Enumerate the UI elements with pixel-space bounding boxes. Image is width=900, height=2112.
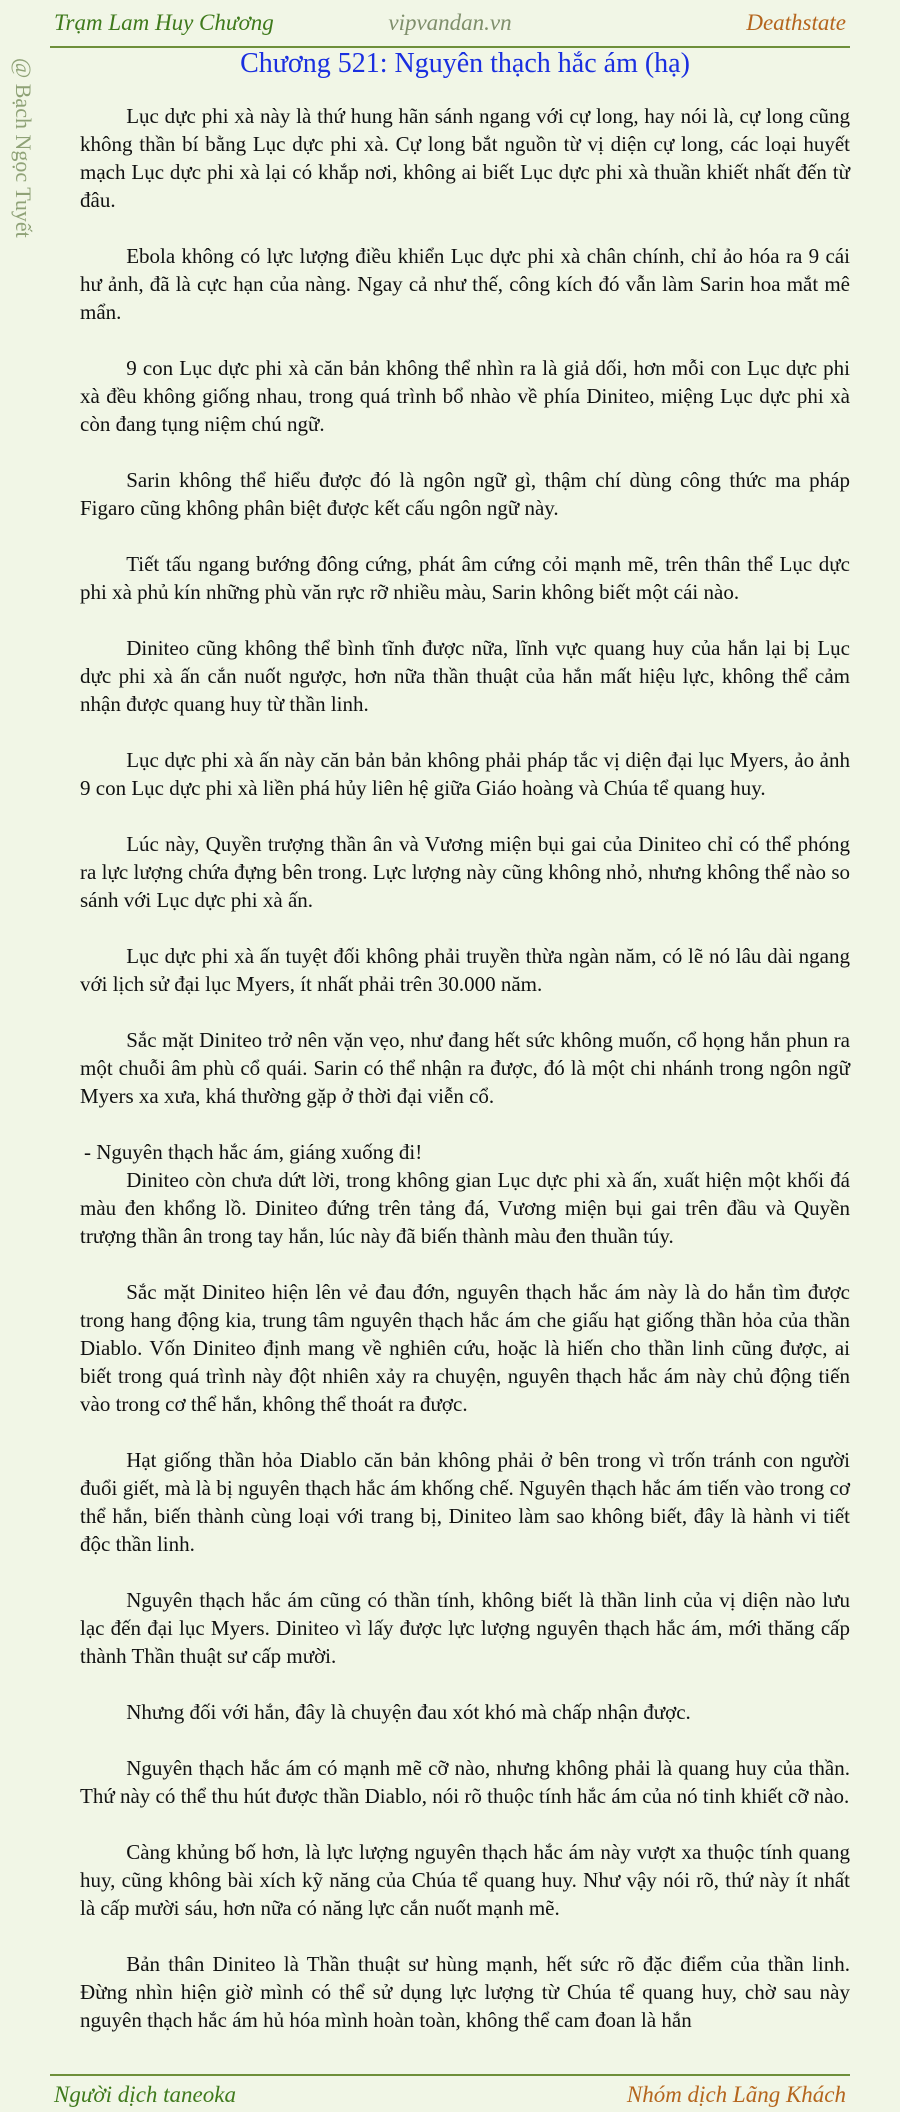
chapter-title: Chương 521: Nguyên thạch hắc ám (hạ) bbox=[240, 48, 690, 79]
page-header bbox=[50, 0, 850, 48]
footer-translator: Người dịch taneoka bbox=[54, 2082, 236, 2107]
paragraph: Nguyên thạch hắc ám cũng có thần tính, không biết là thần linh của vị diện nào lưu lạc đến đại lục Myers. Diniteo vì lấy được lực lượng nguyên thạch hắc ám, mới thăng cấp thành Thần thuật sư cấp mười. bbox=[80, 1588, 850, 1668]
paragraph: Sắc mặt Diniteo trở nên vặn vẹo, như đang hết sức không muốn, cổ họng hắn phun ra một chuỗi âm phù cổ quái. Sarin có thể nhận ra được, đó là một chi nhánh trong ngôn ngữ Myers xa xưa, khá thường gặp ở thời đại viễn cổ. bbox=[80, 1028, 850, 1108]
page-footer bbox=[50, 2074, 850, 2112]
side-watermark: @ Bạch Ngọc Tuyết bbox=[11, 58, 36, 238]
paragraph: 9 con Lục dực phi xà căn bản không thể nhìn ra là giả dối, hơn mỗi con Lục dực phi xà đều không giống nhau, trong quá trình bổ nhào về phía Diniteo, miệng Lục dực phi xà còn đang tụng niệm chú ngữ. bbox=[80, 356, 850, 436]
dialogue-line: - Nguyên thạch hắc ám, giáng xuống đi! bbox=[84, 1140, 423, 1164]
header-translator-tag: Deathstate bbox=[746, 10, 846, 35]
paragraph: Nguyên thạch hắc ám có mạnh mẽ cỡ nào, nhưng không phải là quang huy của thần. Thứ này có thể thu hút được thần Diablo, nói rõ thuộc tính hắc ám của nó tinh khiết cỡ nào. bbox=[80, 1756, 850, 1808]
paragraph: Ebola không có lực lượng điều khiển Lục dực phi xà chân chính, chỉ ảo hóa ra 9 cái hư ảnh, đã là cực hạn của nàng. Ngay cả như thế, công kích đó vẫn làm Sarin hoa mắt mê mẩn. bbox=[80, 244, 850, 324]
paragraph: Lúc này, Quyền trượng thần ân và Vương miện bụi gai của Diniteo chỉ có thể phóng ra lực lượng chứa đựng bên trong. Lực lượng này cũng không nhỏ, nhưng không thể nào so sánh với Lục dực phi xà ấn. bbox=[80, 832, 850, 912]
paragraph: Sắc mặt Diniteo hiện lên vẻ đau đớn, nguyên thạch hắc ám này là do hắn tìm được trong hang động kia, trung tâm nguyên thạch hắc ám che giấu hạt giống thần hỏa của thần Diablo. Vốn Diniteo định mang về nghiên cứu, hoặc là hiến cho thần linh cũng được, ai biết trong quá trình này đột nhiên xảy ra chuyện, nguyên thạch hắc ám này chủ động tiến vào trong cơ thể hắn, không thể thoát ra được. bbox=[80, 1280, 850, 1416]
paragraph: Lục dực phi xà này là thứ hung hãn sánh ngang với cự long, hay nói là, cự long cũng không thần bí bằng Lục dực phi xà. Cự long bắt nguồn từ vị diện cự long, các loại huyết mạch Lục dực phi xà lại có khắp nơi, không ai biết Lục dực phi xà thuần khiết nhất đến từ đâu. bbox=[80, 104, 850, 212]
header-site-name: Trạm Lam Huy Chương bbox=[54, 10, 274, 35]
footer-group: Nhóm dịch Lãng Khách bbox=[626, 2082, 846, 2107]
chapter-body bbox=[80, 102, 850, 2062]
paragraph: Bản thân Diniteo là Thần thuật sư hùng mạnh, hết sức rõ đặc điểm của thần linh. Đừng nhìn hiện giờ mình có thể sử dụng lực lượng từ Chúa tể quang huy, chờ sau này nguyên thạch hắc ám hủ hóa mình hoàn toàn, không thể cam đoan là hắn bbox=[80, 1952, 850, 2032]
paragraph: Lục dực phi xà ấn tuyệt đối không phải truyền thừa ngàn năm, có lẽ nó lâu dài ngang với lịch sử đại lục Myers, ít nhất phải trên 30.000 năm. bbox=[80, 944, 850, 996]
header-domain: vipvandan.vn bbox=[388, 10, 512, 35]
paragraph: Sarin không thể hiểu được đó là ngôn ngữ gì, thậm chí dùng công thức ma pháp Figaro cũng không phân biệt được kết cấu ngôn ngữ này. bbox=[80, 468, 850, 520]
paragraph: Tiết tấu ngang bướng đông cứng, phát âm cứng cỏi mạnh mẽ, trên thân thể Lục dực phi xà phủ kín những phù văn rực rỡ nhiều màu, Sarin không biết một cái nào. bbox=[80, 552, 850, 604]
paragraph: Diniteo còn chưa dứt lời, trong không gian Lục dực phi xà ấn, xuất hiện một khối đá màu đen khổng lồ. Diniteo đứng trên tảng đá, Vương miện bụi gai trên đầu và Quyền trượng thần ân trong tay hắn, lúc này đã biến thành màu đen thuần túy. bbox=[80, 1168, 850, 1248]
paragraph: Diniteo cũng không thể bình tĩnh được nữa, lĩnh vực quang huy của hắn lại bị Lục dực phi xà ấn cắn nuốt ngược, hơn nữa thần thuật của hắn mất hiệu lực, không thể cảm nhận được quang huy từ thần linh. bbox=[80, 636, 850, 716]
paragraph: Lục dực phi xà ấn này căn bản bản không phải pháp tắc vị diện đại lục Myers, ảo ảnh 9 con Lục dực phi xà liền phá hủy liên hệ giữa Giáo hoàng và Chúa tể quang huy. bbox=[80, 748, 850, 800]
paragraph: Hạt giống thần hỏa Diablo căn bản không phải ở bên trong vì trốn tránh con người đuổi giết, mà là bị nguyên thạch hắc ám khống chế. Nguyên thạch hắc ám tiến vào trong cơ thể hắn, biến thành cùng loại với trang bị, Diniteo làm sao không biết, đây là hành vi tiết độc thần linh. bbox=[80, 1448, 850, 1556]
paragraph: Càng khủng bố hơn, là lực lượng nguyên thạch hắc ám này vượt xa thuộc tính quang huy, cũng không bài xích kỹ năng của Chúa tể quang huy. Như vậy nói rõ, thứ này ít nhất là cấp mười sáu, hơn nữa có năng lực cắn nuốt mạnh mẽ. bbox=[80, 1840, 850, 1920]
paragraph: Nhưng đối với hắn, đây là chuyện đau xót khó mà chấp nhận được. bbox=[126, 1700, 691, 1724]
